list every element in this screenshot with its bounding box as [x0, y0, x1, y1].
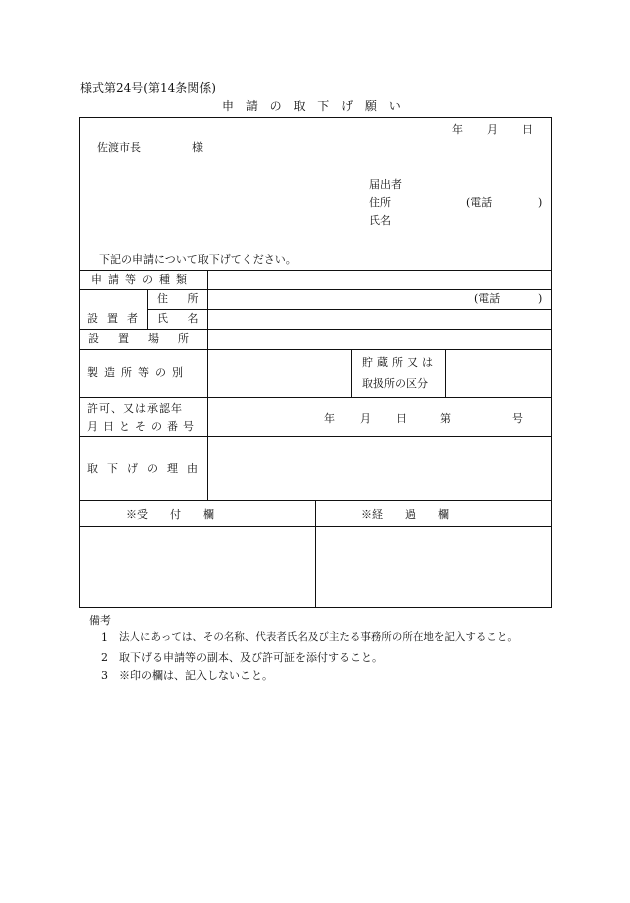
- installer-label: 設置者: [87, 312, 147, 325]
- permit-year: 年: [324, 412, 335, 425]
- applicant-name-label: 氏名: [369, 214, 391, 227]
- installer-name-label: 氏 名: [157, 312, 207, 325]
- column-divider: [147, 289, 148, 330]
- note-text: ※印の欄は、記入しないこと。: [119, 669, 273, 682]
- intro-text: 下記の申請について取下げてください。: [99, 253, 297, 266]
- facility-type-label: 製造所等の別: [87, 366, 189, 379]
- form-number: 様式第24号(第14条関係): [80, 81, 216, 95]
- date-month: 月: [487, 123, 498, 136]
- notes-title: 備考: [89, 614, 111, 627]
- permit-month: 月: [360, 412, 371, 425]
- installer-phone-label: (電話: [474, 292, 501, 305]
- reception-label: ※受 付 欄: [126, 508, 214, 521]
- reason-label: 取下げの理由: [87, 462, 207, 475]
- addressee-name: 佐渡市長: [97, 141, 141, 154]
- column-divider: [445, 349, 446, 397]
- note-text: 法人にあっては、その名称、代表者氏名及び主たる事務所の所在地を記入すること。: [119, 631, 518, 643]
- installer-address-label: 住 所: [157, 292, 207, 305]
- application-type-label: 申請等の種類: [91, 273, 193, 286]
- applicant-phone-label: (電話: [466, 196, 493, 209]
- note-number: 1: [101, 631, 108, 644]
- note-number: 3: [101, 669, 108, 682]
- applicant-phone-close: ): [538, 196, 543, 209]
- permit-day: 日: [396, 412, 407, 425]
- note-number: 2: [101, 651, 108, 664]
- row-divider: [80, 397, 551, 398]
- row-divider: [80, 289, 551, 290]
- row-divider: [80, 349, 551, 350]
- permit-label-line2: 月日とその番号: [87, 420, 199, 433]
- page-title: 申 請 の 取 下 げ 願 い: [222, 99, 405, 113]
- installer-phone-close: ): [538, 292, 543, 305]
- progress-label: ※経 過 欄: [361, 508, 449, 521]
- applicant-section: [79, 117, 552, 271]
- column-divider: [207, 271, 208, 501]
- date-year: 年: [452, 123, 463, 136]
- permit-label-line1: 許可、又は承認年: [87, 402, 183, 415]
- permit-dai: 第: [440, 412, 451, 425]
- applicant-label: 届出者: [369, 178, 402, 191]
- addressee-honorific: 様: [192, 141, 203, 154]
- applicant-address-label: 住所: [369, 196, 391, 209]
- column-divider: [315, 501, 316, 607]
- row-divider: [80, 329, 551, 330]
- note-text: 取下げる申請等の副本、及び許可証を添付すること。: [119, 651, 383, 664]
- permit-go: 号: [512, 412, 523, 425]
- column-divider: [351, 349, 352, 397]
- row-divider: [80, 436, 551, 437]
- storage-label-line1: 貯蔵所又は: [362, 356, 437, 369]
- storage-label-line2: 取扱所の区分: [362, 377, 428, 390]
- date-day: 日: [522, 123, 533, 136]
- location-label: 設置場所: [88, 332, 208, 345]
